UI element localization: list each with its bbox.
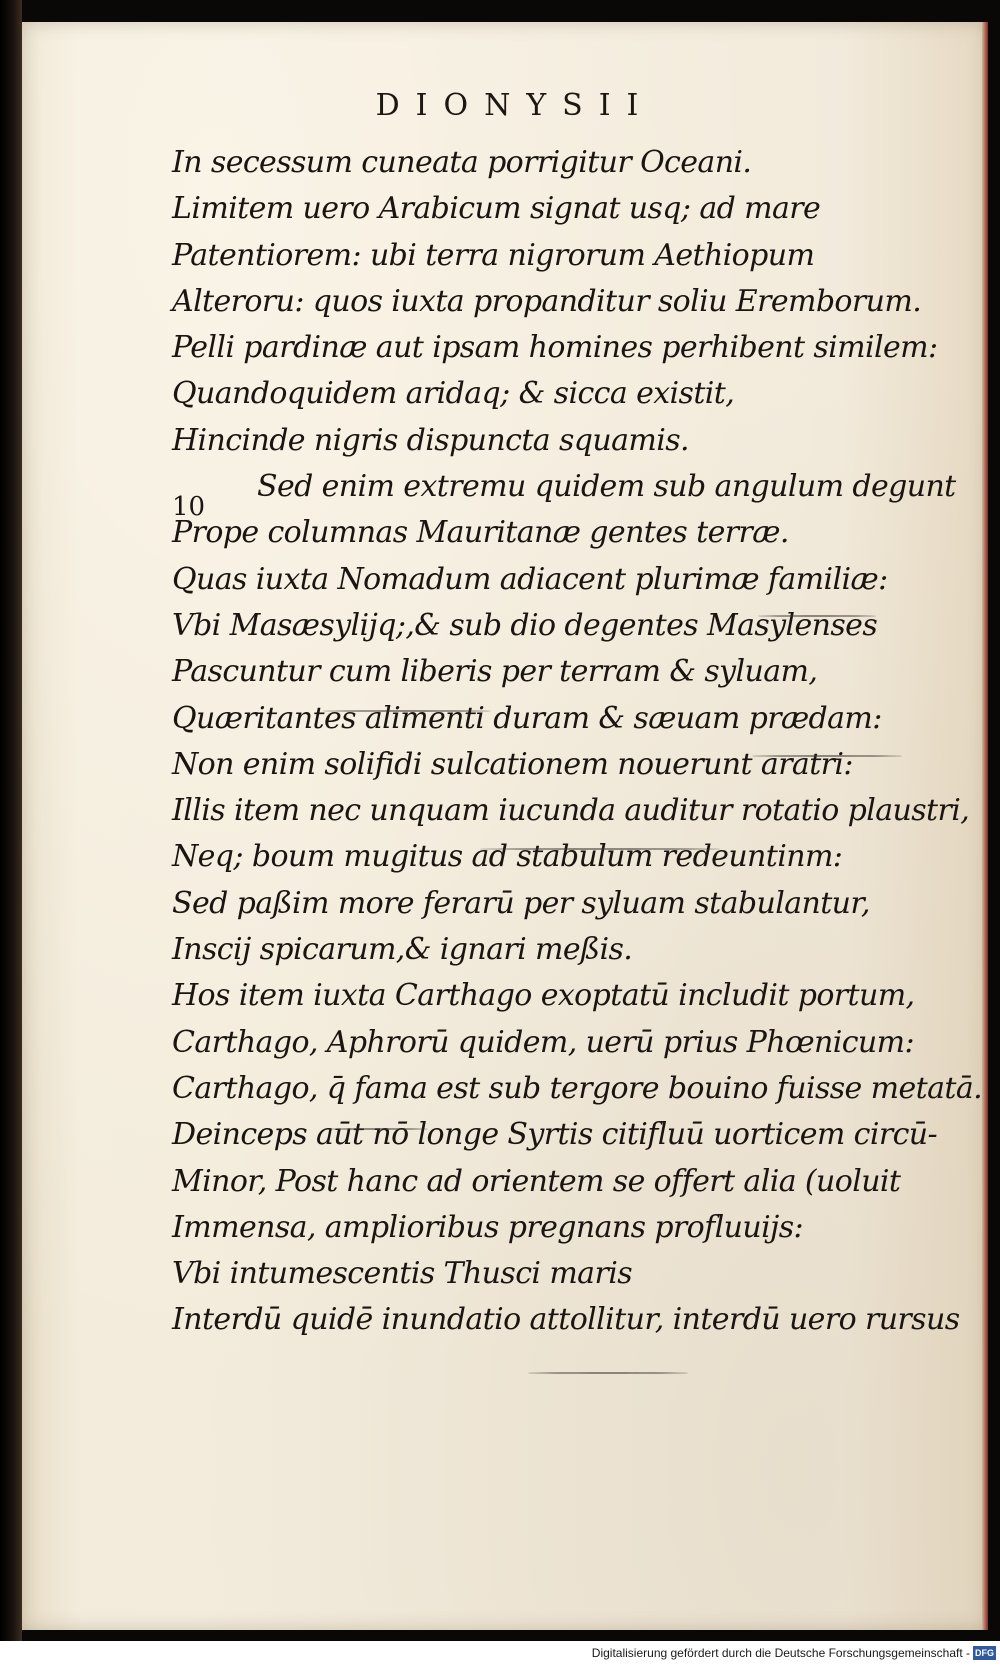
verse-line: Alteroru: quos iuxta propanditur soliu Eremborum. xyxy=(172,283,922,319)
verse-line: Prope columnas Mauritanæ gentes terræ. xyxy=(172,515,789,551)
verse-line: Interdū quidē inundatio attollitur, interdū uero rursus xyxy=(172,1302,960,1338)
footer-bar xyxy=(0,1641,1000,1667)
verse-line: Non enim solifidi sulcationem nouerunt aratri: xyxy=(172,746,853,782)
verse-line: Pelli pardinæ aut ipsam homines perhibent similem: xyxy=(172,330,938,366)
handwritten-underline xyxy=(323,710,491,712)
handwritten-underline xyxy=(328,1128,428,1130)
verse-line: Hincinde nigris dispuncta squamis. xyxy=(172,422,689,458)
dfg-logo: DFG xyxy=(975,1648,994,1658)
verse-line: Vbi intumescentis Thusci maris xyxy=(172,1256,632,1292)
handwritten-underline xyxy=(752,755,902,757)
verse-line: Sed enim extremu quidem sub angulum degunt xyxy=(257,469,956,505)
verse-line: Inscij spicarum,& ignari meßis. xyxy=(172,932,633,968)
verse-line: Carthago, Aphrorū quidem, uerū prius Phœnicum: xyxy=(172,1024,914,1060)
book-gutter-shadow xyxy=(0,0,22,1641)
line-number-marker: 10 xyxy=(172,492,206,522)
verse-line: In secessum cuneata porrigitur Oceani. xyxy=(172,145,752,180)
verse-line: Vbi Masæsylijq;,& sub dio degentes Masylenses xyxy=(172,607,878,643)
verse-line: Limitem uero Arabicum signat usq; ad mare xyxy=(172,191,821,227)
verse-line: Minor, Post hanc ad orientem se offert alia (uoluit xyxy=(172,1163,901,1199)
verse-line: Carthago, q̄ fama est sub tergore bouino fuisse metatā. xyxy=(172,1070,983,1106)
verse-line: Neq; boum mugitus ad stabulum redeuntinm: xyxy=(172,839,843,875)
handwritten-underline xyxy=(528,1372,688,1374)
verse-line: Patentiorem: ubi terra nigrorum Aethiopum xyxy=(172,237,815,273)
verse-line: Hos item iuxta Carthago exoptatū includit portum, xyxy=(172,978,915,1014)
verse-text-block xyxy=(172,140,983,1344)
handwritten-underline xyxy=(480,848,720,850)
verse-line: Quæritantes alimenti duram & sæuam prædam: xyxy=(172,700,882,736)
verse-line: Illis item nec unquam iucunda auditur rotatio plaustri, xyxy=(172,793,970,829)
running-head: DIONYSII xyxy=(375,88,655,123)
verse-line: Deinceps aūt nō longe Syrtis citifluū uorticem circū- xyxy=(172,1117,938,1153)
digitization-credit: Digitalisierung gefördert durch die Deutsche Forschungsgemeinschaft - xyxy=(591,1646,970,1660)
verse-line: Quandoquidem aridaq; & sicca existit, xyxy=(172,376,735,412)
page-edge xyxy=(982,22,988,1630)
verse-line: Quas iuxta Nomadum adiacent plurimæ familiæ: xyxy=(172,561,888,597)
verse-line: Sed paßim more ferarū per syluam stabulantur, xyxy=(172,885,870,921)
verse-line: Immensa, amplioribus pregnans profluuijs: xyxy=(172,1209,804,1245)
verse-line: Pascuntur cum liberis per terram & syluam, xyxy=(172,654,818,690)
handwritten-underline xyxy=(758,615,876,617)
